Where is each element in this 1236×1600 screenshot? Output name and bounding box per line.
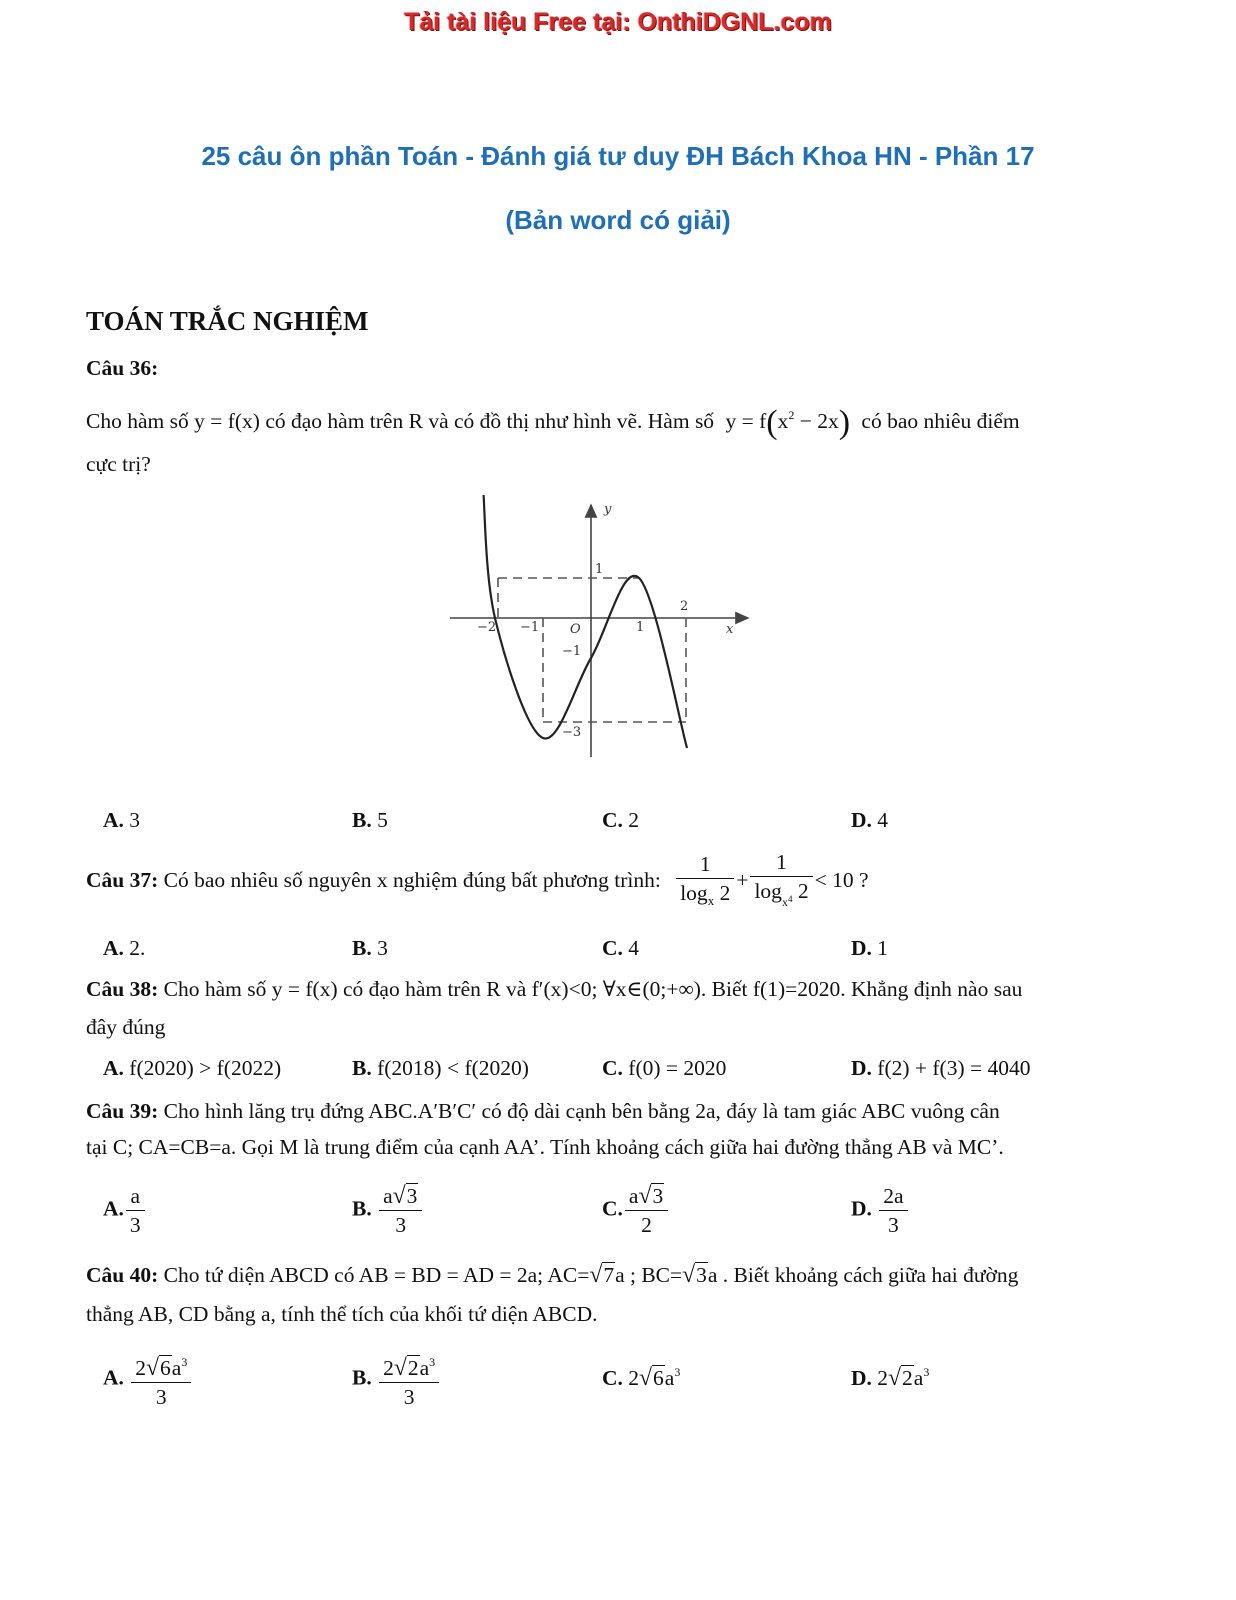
q36-formula: $y = f(x^2 - 2x)$ xyxy=(725,404,851,441)
tick-x-2: 2 xyxy=(680,599,689,614)
q37-plus: + xyxy=(736,867,749,892)
q39-c-num: a√3 xyxy=(625,1182,668,1211)
q37-option-a-letter: A. xyxy=(103,936,124,960)
q37-option-a-text: 2. xyxy=(129,936,146,960)
q36-formula-x: x xyxy=(777,409,789,433)
q37-arg1: 2 xyxy=(719,880,731,905)
tick-x-neg1: −1 xyxy=(520,620,540,635)
q37-option-d[interactable] xyxy=(851,936,888,961)
q36-option-b-text: 5 xyxy=(377,808,388,832)
q40-b-den: 3 xyxy=(403,1385,415,1409)
q40-a-exp: 3 xyxy=(181,1355,188,1369)
q38-option-a-text: f(2020) > f(2022) xyxy=(129,1056,282,1080)
q39-a-num: a xyxy=(126,1182,145,1211)
tick-y-neg1: −1 xyxy=(562,644,582,659)
q37-base2-exp: 4 xyxy=(787,894,793,904)
q39-c-den: 2 xyxy=(641,1213,652,1237)
q38-option-d[interactable] xyxy=(851,1056,1031,1081)
q36-option-c[interactable] xyxy=(602,808,639,833)
q40-b-root: 2 xyxy=(407,1356,419,1380)
q40-a-den: 3 xyxy=(155,1385,167,1409)
q37-arg2: 2 xyxy=(797,879,809,903)
q38-option-b-letter: B. xyxy=(352,1056,372,1080)
q40-text1a: Cho tứ diện ABCD có AB = BD = AD = 2a; AC= xyxy=(163,1263,590,1287)
q39-b-num-a: a xyxy=(383,1184,393,1208)
q38-text1: Cho hàm số y = f(x) có đạo hàm trên R và f′(x)<0; ∀x∈(0;+∞). Biết f(1)=2020. Khẳng định nào sau xyxy=(163,977,1023,1001)
q40-c-exp: 3 xyxy=(674,1365,681,1379)
q39-option-d[interactable] xyxy=(851,1182,910,1239)
q36-option-a[interactable] xyxy=(103,808,140,833)
q39-option-a[interactable] xyxy=(103,1182,147,1239)
site-banner[interactable]: Tải tài liệu Free tại: OnthiDGNL.com xyxy=(404,8,832,36)
q40-a-coef: 2 xyxy=(135,1356,147,1380)
q39-option-b[interactable] xyxy=(352,1182,424,1239)
q36-text2: có bao nhiêu điểm xyxy=(861,409,1020,433)
q36-option-a-letter: A. xyxy=(103,808,124,832)
q37-option-d-text: 1 xyxy=(877,936,889,960)
q40-a-root: 6 xyxy=(160,1356,171,1380)
q39-option-c-frac xyxy=(625,1182,668,1239)
q36-label: Câu 36: xyxy=(86,356,159,380)
q40-c-root: 6 xyxy=(653,1366,664,1390)
q38-option-d-letter: D. xyxy=(851,1056,872,1080)
q37-label: Câu 37: xyxy=(86,867,159,892)
y-axis-label: y xyxy=(604,502,612,517)
q37-option-b-text: 3 xyxy=(377,936,388,960)
q40-c-coef: 2 xyxy=(628,1366,640,1390)
q39-option-b-frac xyxy=(379,1182,422,1239)
q38-label: Câu 38: xyxy=(86,977,159,1001)
origin-label: O xyxy=(570,622,581,637)
q38-text xyxy=(86,970,1146,1008)
x-axis-label: x xyxy=(726,622,734,637)
q40-root3: 3 xyxy=(696,1263,707,1287)
q40-b-num: $2√2a^3$ xyxy=(379,1348,439,1383)
q37-base2-x: x xyxy=(781,895,788,909)
q38-option-b[interactable] xyxy=(352,1056,529,1081)
q36-option-a-text: 3 xyxy=(129,808,141,832)
q40-c-var: a xyxy=(664,1366,675,1390)
q37-option-b[interactable] xyxy=(352,936,388,961)
q40-a-num: $2√6a^3$ xyxy=(131,1348,191,1383)
q36-text3: cực trị? xyxy=(86,452,151,476)
q40-text1c: a . Biết khoảng cách giữa hai đường xyxy=(707,1263,1019,1287)
q40-option-b-letter: B. xyxy=(352,1365,372,1390)
q38-option-c-letter: C. xyxy=(602,1056,623,1080)
q36-option-d[interactable] xyxy=(851,808,888,833)
q38-text2: đây đúng xyxy=(86,1015,166,1039)
q40-d-coef: 2 xyxy=(877,1366,889,1390)
q39-text1: Cho hình lăng trụ đứng ABC.A′B′C′ có độ dài cạnh bên bằng 2a, đáy là tam giác ABC vuông cân xyxy=(163,1099,1000,1123)
q40-d-root: 2 xyxy=(902,1366,913,1390)
q36-option-d-text: 4 xyxy=(877,808,889,832)
q39-option-c-letter: C. xyxy=(602,1196,623,1221)
q39-option-c[interactable] xyxy=(602,1182,670,1239)
q37-frac2-num: 1 xyxy=(750,848,812,877)
q38-option-b-text: f(2018) < f(2020) xyxy=(377,1056,529,1080)
q37-rhs: < 10 xyxy=(814,867,854,892)
q37-log2: log xyxy=(754,879,782,903)
q39-option-d-frac xyxy=(879,1182,907,1239)
q39-text2: tại C; CA=CB=a. Gọi M là trung điểm của cạnh AA’. Tính khoảng cách giữa hai đường thẳng AB và MC’. xyxy=(86,1135,1004,1159)
q39-option-d-letter: D. xyxy=(851,1196,872,1221)
q39-c-num-root: 3 xyxy=(652,1184,664,1208)
q40-d-var: a xyxy=(913,1366,924,1390)
q39-d-num: 2a xyxy=(879,1182,907,1211)
q40-option-b-frac xyxy=(379,1348,439,1411)
q37-log1: log xyxy=(680,880,708,905)
q38-option-a[interactable] xyxy=(103,1056,281,1081)
q37-option-a[interactable] xyxy=(103,936,145,961)
q38-option-c-text: f(0) = 2020 xyxy=(628,1056,727,1080)
function-graph xyxy=(440,495,760,765)
q36-option-c-letter: C. xyxy=(602,808,623,832)
q37-prompt: Có bao nhiêu số nguyên x nghiệm đúng bất phương trình: xyxy=(163,867,661,892)
guide-lines xyxy=(498,578,689,722)
q37-option-b-letter: B. xyxy=(352,936,372,960)
q36-text xyxy=(86,396,1146,442)
q39-option-b-letter: B. xyxy=(352,1196,372,1221)
q39-a-den: 3 xyxy=(129,1213,141,1237)
q39-d-den: 3 xyxy=(888,1213,899,1237)
q40-option-d-letter: D. xyxy=(851,1366,872,1390)
q40-b-exp: 3 xyxy=(429,1355,436,1369)
q37-option-c-letter: C. xyxy=(602,936,623,960)
q40-option-b[interactable] xyxy=(352,1348,441,1411)
q40-option-a-frac xyxy=(131,1348,191,1411)
q40-b-coef: 2 xyxy=(383,1356,394,1380)
q36-option-b[interactable] xyxy=(352,808,388,833)
q37-base1: x xyxy=(707,892,715,908)
q39-option-a-letter: A. xyxy=(103,1196,124,1221)
q37-frac2 xyxy=(750,848,812,916)
function-curve xyxy=(483,495,687,748)
q37-text xyxy=(86,848,869,916)
q38-option-d-text: f(2) + f(3) = 4040 xyxy=(877,1056,1031,1080)
q37-frac1 xyxy=(676,850,734,915)
q38-option-a-letter: A. xyxy=(103,1056,124,1080)
q39-b-den: 3 xyxy=(395,1213,407,1237)
q39-text xyxy=(86,1092,1146,1130)
q36-option-c-text: 2 xyxy=(628,808,640,832)
q37-question-mark: ? xyxy=(858,867,869,892)
q36-text1: Cho hàm số y = f(x) có đạo hàm trên R và có đồ thị như hình vẽ. Hàm số xyxy=(86,409,715,433)
q40-text: Câu 40: Cho tứ diện ABCD có AB = BD = AD = 2a; AC=√7a ; BC=√3a . Biết khoảng cách giữa hai đường xyxy=(86,1262,1019,1288)
tick-x-neg2: −2 xyxy=(477,620,497,635)
q36-formula-fn: y = f xyxy=(725,409,767,433)
q37-base2 xyxy=(782,895,793,909)
q40-option-a-letter: A. xyxy=(103,1365,124,1390)
q37-frac2-den xyxy=(750,877,812,916)
q40-text2: thẳng AB, CD bằng a, tính thể tích của khối tứ diện ABCD. xyxy=(86,1302,598,1326)
q39-b-num: a√3 xyxy=(379,1182,422,1211)
tick-y-1: 1 xyxy=(595,562,604,577)
q40-a-var: a xyxy=(171,1356,182,1380)
q40-label: Câu 40: xyxy=(86,1263,159,1287)
q37-frac1-num: 1 xyxy=(676,850,734,879)
q40-b-var: a xyxy=(419,1356,430,1380)
section-heading: TOÁN TRẮC NGHIỆM xyxy=(86,306,369,336)
q40-option-c-letter: C. xyxy=(602,1366,623,1390)
q40-text1b: a ; BC= xyxy=(615,1263,683,1287)
q37-option-c[interactable] xyxy=(602,936,639,961)
q39-c-num-a: a xyxy=(628,1184,639,1208)
q40-option-d[interactable]: D. $2√2a^3$ xyxy=(851,1365,930,1391)
q36-option-d-letter: D. xyxy=(851,808,872,832)
page-subtitle: (Bản word có giải) xyxy=(505,205,731,235)
q36-formula-exp: 2 xyxy=(788,408,795,422)
tick-y-neg3: −3 xyxy=(562,725,582,740)
q39-b-num-root: 3 xyxy=(406,1184,418,1208)
q37-option-c-text: 4 xyxy=(628,936,640,960)
q40-option-a[interactable] xyxy=(103,1348,193,1411)
q38-option-c[interactable] xyxy=(602,1056,726,1081)
q36-option-b-letter: B. xyxy=(352,808,372,832)
q39-label: Câu 39: xyxy=(86,1099,159,1123)
q37-option-d-letter: D. xyxy=(851,936,872,960)
q40-option-c[interactable]: C. $2√6a^3$ xyxy=(602,1365,681,1391)
q40-root7: 7 xyxy=(603,1263,615,1287)
q37-frac1-den xyxy=(676,879,734,915)
q36-formula-rest: − 2x xyxy=(799,409,839,433)
q40-d-exp: 3 xyxy=(923,1365,930,1379)
page-title: 25 câu ôn phần Toán - Đánh giá tư duy ĐH Bách Khoa HN - Phần 17 xyxy=(201,141,1035,171)
q39-option-a-frac xyxy=(126,1182,145,1239)
tick-x-1: 1 xyxy=(636,620,645,635)
